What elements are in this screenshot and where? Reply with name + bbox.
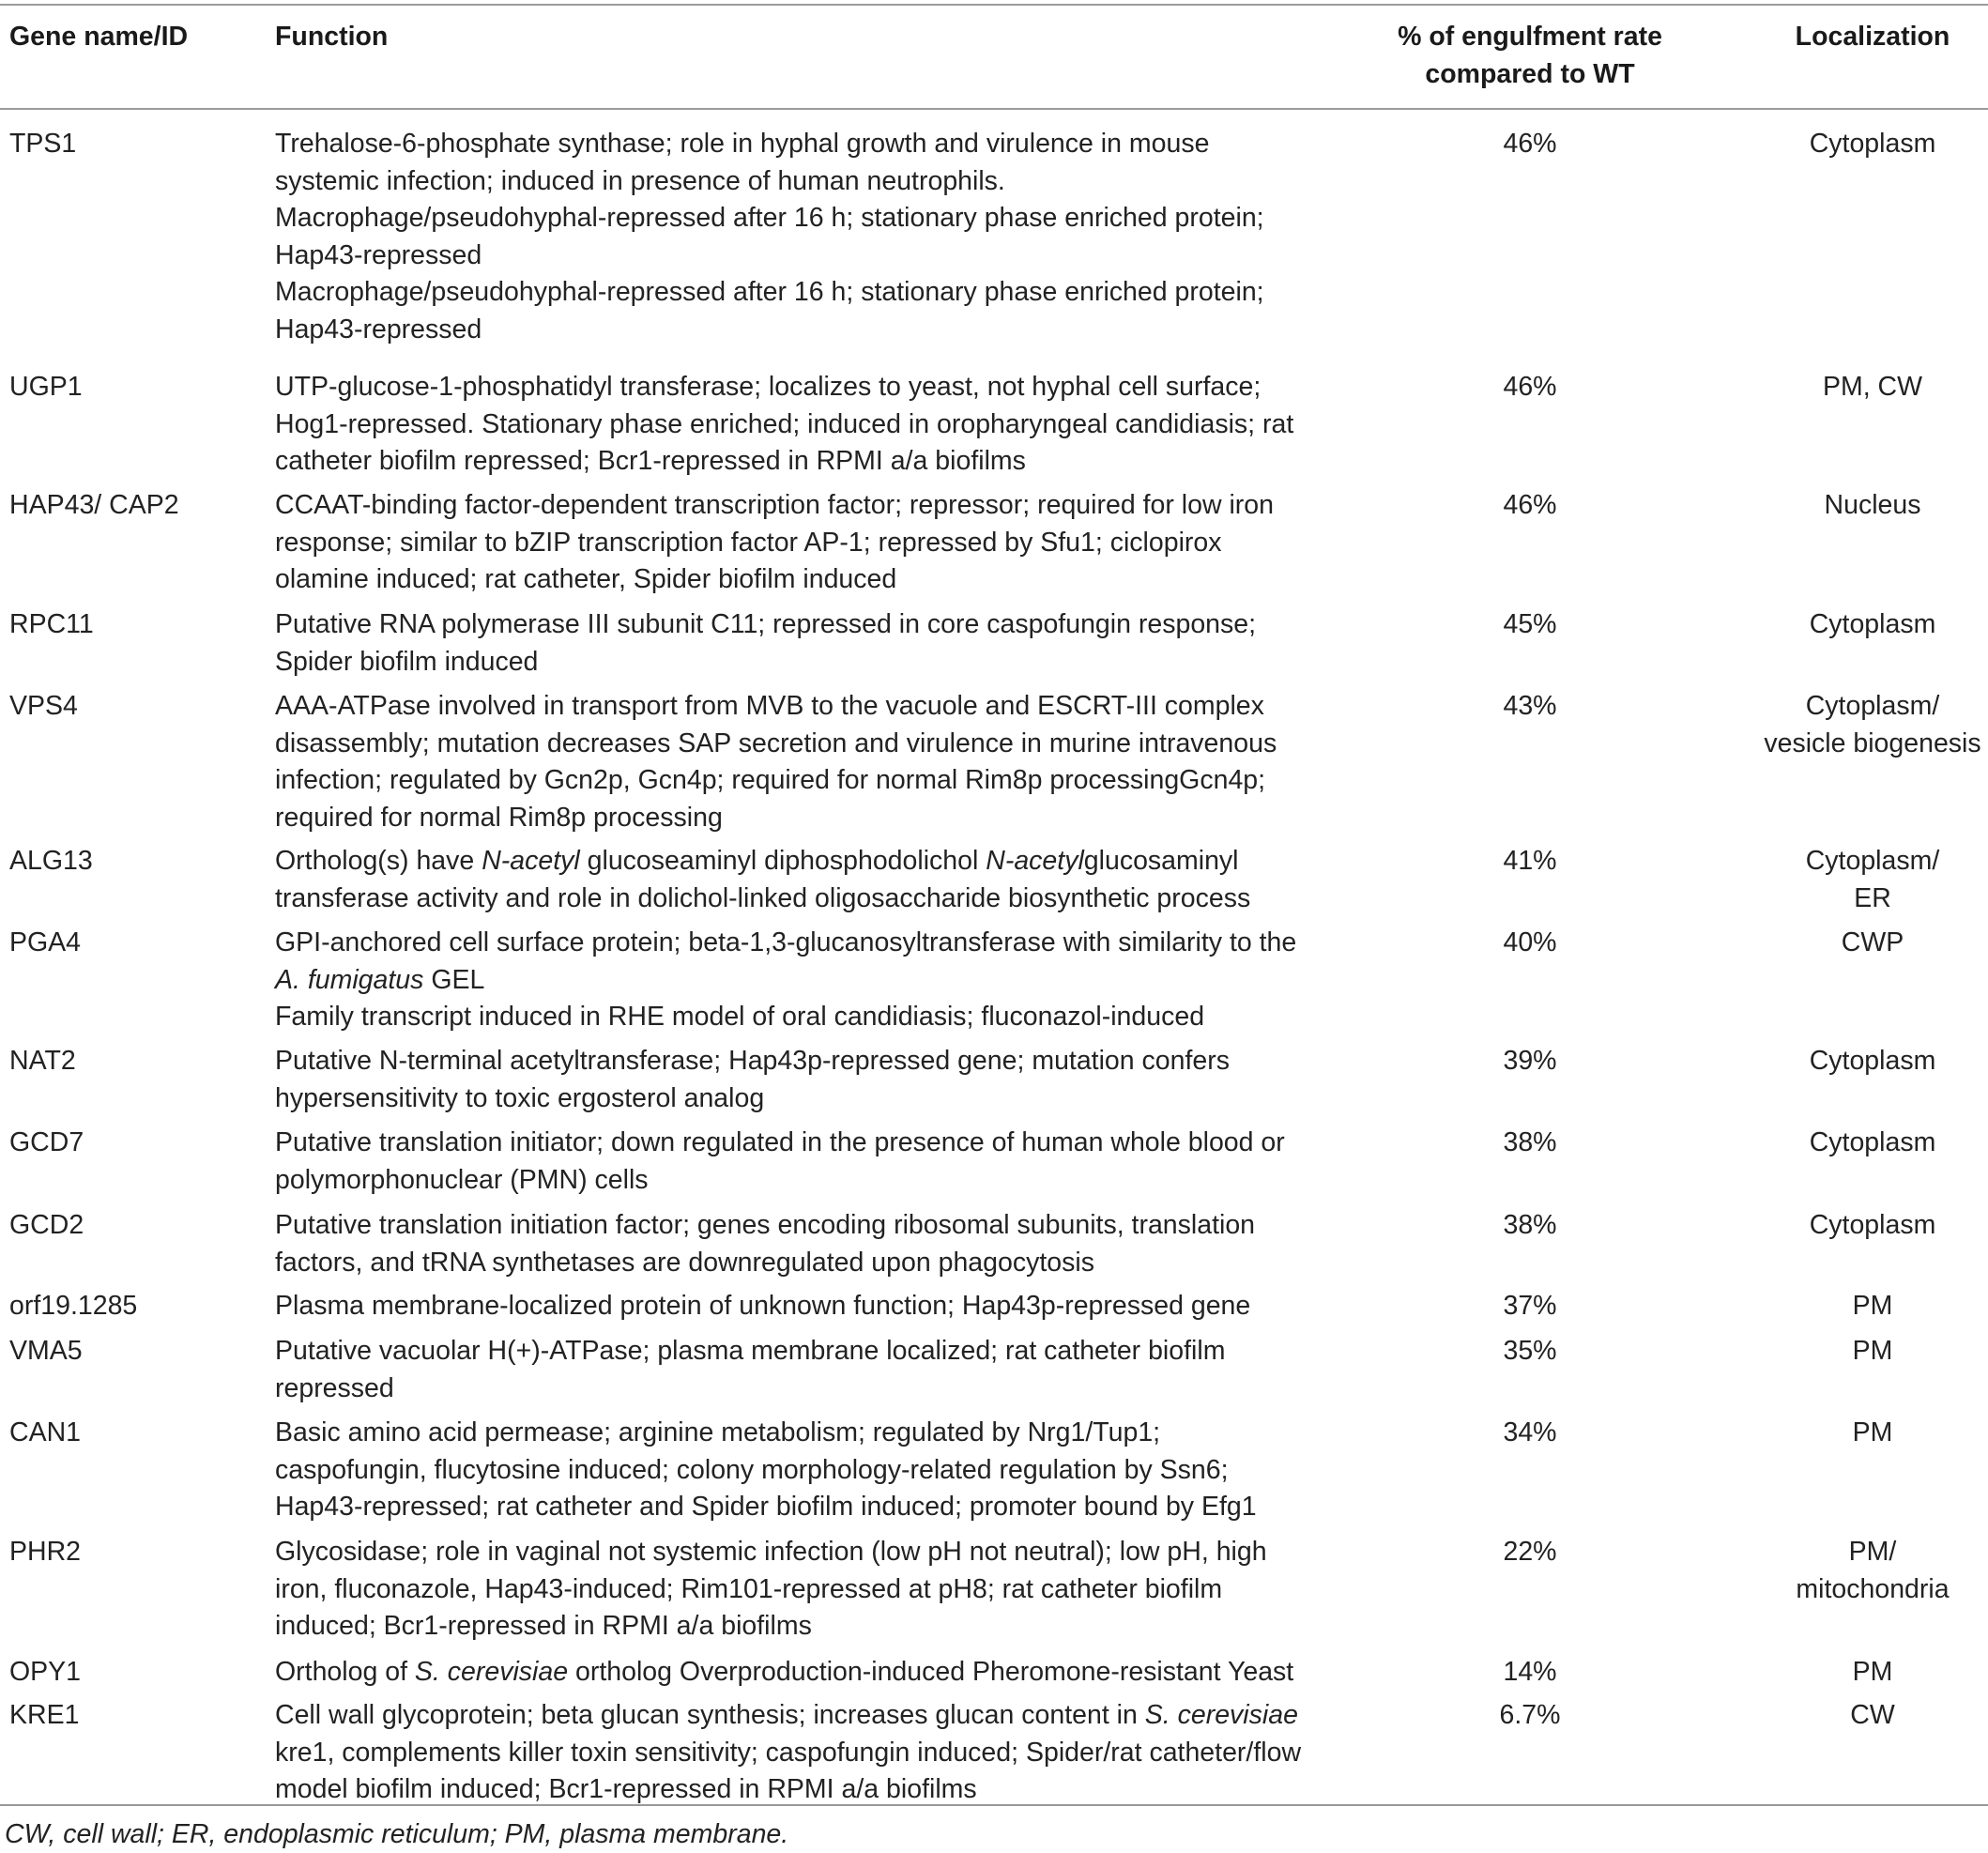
gene-cell: PGA4 <box>9 927 82 957</box>
function-line: systemic infection; induced in presence of human neutrophils. <box>275 165 1005 196</box>
pct-cell: 41% <box>1503 846 1557 876</box>
function-line: Putative N-terminal acetyltransferase; Hap43p-repressed gene; mutation confers <box>275 1046 1231 1076</box>
top-rule <box>0 4 1988 6</box>
pct-cell: 38% <box>1503 1127 1557 1157</box>
function-cell <box>275 126 1264 348</box>
function-line: Macrophage/pseudohyphal-repressed after 16 h; stationary phase enriched protein; <box>275 277 1264 307</box>
localization-line: PM, CW <box>1822 372 1923 402</box>
header-function: Function <box>275 22 389 52</box>
function-cell <box>275 1415 1257 1526</box>
header-pct <box>1394 19 1666 93</box>
function-line: GPI-anchored cell surface protein; beta-1,3-glucanosyltransferase with similarity to the <box>275 927 1297 957</box>
function-line: transferase activity and role in dolichol-linked oligosaccharide biosynthetic process <box>275 882 1251 913</box>
localization-line: Cytoplasm <box>1809 1127 1936 1157</box>
localization-cell <box>1732 688 1988 762</box>
localization-cell <box>1732 1415 1988 1452</box>
function-line: hypersensitivity to toxic ergosterol analog <box>275 1082 765 1113</box>
function-line: infection; regulated by Gcn2p, Gcn4p; required for normal Rim8p processingGcn4p; <box>275 765 1266 795</box>
function-line: AAA-ATPase involved in transport from MVB to the vacuole and ESCRT-III complex <box>275 691 1264 721</box>
function-cell <box>275 843 1250 917</box>
localization-line: Cytoplasm <box>1809 609 1936 639</box>
localization-cell <box>1732 1333 1988 1371</box>
function-cell <box>275 925 1296 1036</box>
function-line: model biofilm induced; Bcr1-repressed in RPMI a/a biofilms <box>275 1774 977 1804</box>
function-line: induced; Bcr1-repressed in RPMI a/a biofilms <box>275 1611 812 1641</box>
localization-line: mitochondria <box>1796 1573 1950 1604</box>
function-cell <box>275 369 1293 481</box>
function-line: polymorphonuclear (PMN) cells <box>275 1164 649 1195</box>
function-line: catheter biofilm repressed; Bcr1-repressed in RPMI a/a biofilms <box>275 446 1026 476</box>
function-line: caspofungin, flucytosine induced; colony morphology-related regulation by Ssn6; <box>275 1454 1229 1485</box>
gene-cell: KRE1 <box>9 1700 80 1730</box>
function-cell <box>275 1654 1293 1692</box>
localization-line: PM <box>1852 1417 1893 1447</box>
localization-cell <box>1732 1207 1988 1245</box>
header-pct-line-2: compared to WT <box>1425 58 1635 89</box>
gene-cell: VMA5 <box>9 1336 83 1366</box>
function-line: A. fumigatus GEL <box>275 964 485 995</box>
function-cell <box>275 1333 1225 1407</box>
pct-cell: 38% <box>1503 1210 1557 1240</box>
pct-cell: 46% <box>1503 372 1557 402</box>
function-line: Ortholog(s) have N-acetyl glucoseaminyl diphosphodolichol N-acetylglucosaminyl <box>275 846 1239 876</box>
localization-line: CWP <box>1841 927 1904 957</box>
localization-line: Cytoplasm <box>1809 1046 1936 1076</box>
localization-line: ER <box>1854 882 1891 913</box>
gene-cell: OPY1 <box>9 1657 82 1687</box>
pct-cell: 43% <box>1503 691 1557 721</box>
function-line: disassembly; mutation decreases SAP secretion and virulence in murine intravenous <box>275 727 1277 758</box>
pct-cell: 46% <box>1503 129 1557 159</box>
localization-cell <box>1732 606 1988 644</box>
function-line: repressed <box>275 1372 394 1403</box>
function-line: Hap43-repressed <box>275 239 482 270</box>
localization-line: PM <box>1852 1657 1893 1687</box>
pct-cell: 14% <box>1503 1657 1557 1687</box>
italic-term: N-acetyl <box>986 846 1084 876</box>
gene-cell: PHR2 <box>9 1537 82 1567</box>
localization-cell <box>1732 487 1988 525</box>
header-pct-line-1: % of engulfment rate <box>1398 22 1662 52</box>
function-line: kre1, complements killer toxin sensitivity; caspofungin induced; Spider/rat catheter/flow <box>275 1737 1302 1768</box>
localization-cell <box>1732 925 1988 962</box>
pct-cell: 37% <box>1503 1291 1557 1321</box>
function-line: Hap43-repressed; rat catheter and Spider biofilm induced; promoter bound by Efg1 <box>275 1492 1257 1522</box>
function-line: factors, and tRNA synthetases are downregulated upon phagocytosis <box>275 1247 1094 1278</box>
function-line: Ortholog of S. cerevisiae ortholog Overproduction-induced Pheromone-resistant Yeast <box>275 1657 1294 1687</box>
gene-cell: UGP1 <box>9 372 83 402</box>
localization-line: Cytoplasm <box>1809 129 1936 159</box>
localization-line: vesicle biogenesis <box>1764 727 1981 758</box>
function-cell <box>275 1043 1230 1117</box>
localization-line: Nucleus <box>1824 490 1921 520</box>
function-cell <box>275 606 1256 681</box>
pct-cell: 46% <box>1503 490 1557 520</box>
localization-line: PM <box>1852 1336 1893 1366</box>
gene-cell: GCD7 <box>9 1127 84 1157</box>
function-line: required for normal Rim8p processing <box>275 802 723 833</box>
function-cell <box>275 1207 1255 1281</box>
pct-cell: 39% <box>1503 1046 1557 1076</box>
function-line: iron, fluconazole, Hap43-induced; Rim101-repressed at pH8; rat catheter biofilm <box>275 1573 1223 1604</box>
italic-term: S. cerevisiae <box>1144 1700 1298 1730</box>
pct-cell: 6.7% <box>1499 1700 1561 1730</box>
gene-cell: CAN1 <box>9 1417 82 1447</box>
italic-term: A. fumigatus <box>275 964 424 995</box>
function-line: Spider biofilm induced <box>275 646 539 677</box>
localization-cell <box>1732 1288 1988 1325</box>
gene-cell: VPS4 <box>9 691 78 721</box>
gene-cell: ALG13 <box>9 846 93 876</box>
function-line: response; similar to bZIP transcription factor AP-1; repressed by Sfu1; ciclopirox <box>275 527 1222 558</box>
header-gene: Gene name/ID <box>9 22 189 52</box>
italic-term: N-acetyl <box>482 846 580 876</box>
localization-line: CW <box>1850 1700 1895 1730</box>
localization-line: PM <box>1852 1291 1893 1321</box>
function-line: Basic amino acid permease; arginine metabolism; regulated by Nrg1/Tup1; <box>275 1417 1161 1447</box>
localization-cell <box>1732 1697 1988 1735</box>
function-cell <box>275 1125 1285 1199</box>
localization-line: Cytoplasm <box>1809 1210 1936 1240</box>
gene-cell: orf19.1285 <box>9 1291 138 1321</box>
function-line: Hog1-repressed. Stationary phase enriched; induced in oropharyngeal candidiasis; rat <box>275 408 1294 439</box>
gene-cell: HAP43/ CAP2 <box>9 490 179 520</box>
gene-cell: RPC11 <box>9 609 94 639</box>
function-cell <box>275 688 1277 836</box>
function-line: CCAAT-binding factor-dependent transcription factor; repressor; required for low iron <box>275 490 1274 520</box>
function-cell <box>275 487 1274 599</box>
pct-cell: 40% <box>1503 927 1557 957</box>
function-line: UTP-glucose-1-phosphatidyl transferase; localizes to yeast, not hyphal cell surface; <box>275 372 1262 402</box>
localization-line: PM/ <box>1848 1537 1897 1567</box>
localization-cell <box>1732 1125 1988 1162</box>
function-line: Putative translation initiation factor; genes encoding ribosomal subunits, translation <box>275 1210 1256 1240</box>
pct-cell: 34% <box>1503 1417 1557 1447</box>
function-cell <box>275 1534 1267 1646</box>
italic-term: S. cerevisiae <box>414 1657 569 1687</box>
header-rule <box>0 108 1988 110</box>
localization-cell <box>1732 126 1988 163</box>
localization-line: Cytoplasm/ <box>1805 691 1940 721</box>
gene-cell: NAT2 <box>9 1046 76 1076</box>
function-line: Putative vacuolar H(+)-ATPase; plasma membrane localized; rat catheter biofilm <box>275 1336 1226 1366</box>
header-localization: Localization <box>1795 22 1950 52</box>
localization-cell <box>1732 369 1988 406</box>
bottom-rule <box>0 1804 1988 1806</box>
function-line: Trehalose-6-phosphate synthase; role in hyphal growth and virulence in mouse <box>275 129 1210 159</box>
function-cell <box>275 1288 1250 1325</box>
localization-cell <box>1732 1534 1988 1608</box>
pct-cell: 22% <box>1503 1537 1557 1567</box>
function-line: Family transcript induced in RHE model of oral candidiasis; fluconazol-induced <box>275 1002 1205 1032</box>
function-line: Putative translation initiator; down regulated in the presence of human whole blood or <box>275 1127 1285 1157</box>
localization-cell <box>1732 1043 1988 1080</box>
localization-cell <box>1732 843 1988 917</box>
function-line: Cell wall glycoprotein; beta glucan synthesis; increases glucan content in S. cerevisiae <box>275 1700 1298 1730</box>
pct-cell: 45% <box>1503 609 1557 639</box>
function-line: Putative RNA polymerase III subunit C11; repressed in core caspofungin response; <box>275 609 1257 639</box>
footnote: CW, cell wall; ER, endoplasmic reticulum; PM, plasma membrane. <box>5 1819 789 1849</box>
function-line: Hap43-repressed <box>275 314 482 345</box>
function-line: Glycosidase; role in vaginal not systemic infection (low pH not neutral); low pH, high <box>275 1537 1267 1567</box>
function-line: Macrophage/pseudohyphal-repressed after 16 h; stationary phase enriched protein; <box>275 203 1264 233</box>
function-cell <box>275 1697 1301 1809</box>
pct-cell: 35% <box>1503 1336 1557 1366</box>
function-line: olamine induced; rat catheter, Spider biofilm induced <box>275 564 897 594</box>
localization-line: Cytoplasm/ <box>1805 846 1940 876</box>
gene-cell: TPS1 <box>9 129 77 159</box>
function-line: Plasma membrane-localized protein of unknown function; Hap43p-repressed gene <box>275 1291 1251 1321</box>
gene-cell: GCD2 <box>9 1210 84 1240</box>
localization-cell <box>1732 1654 1988 1692</box>
